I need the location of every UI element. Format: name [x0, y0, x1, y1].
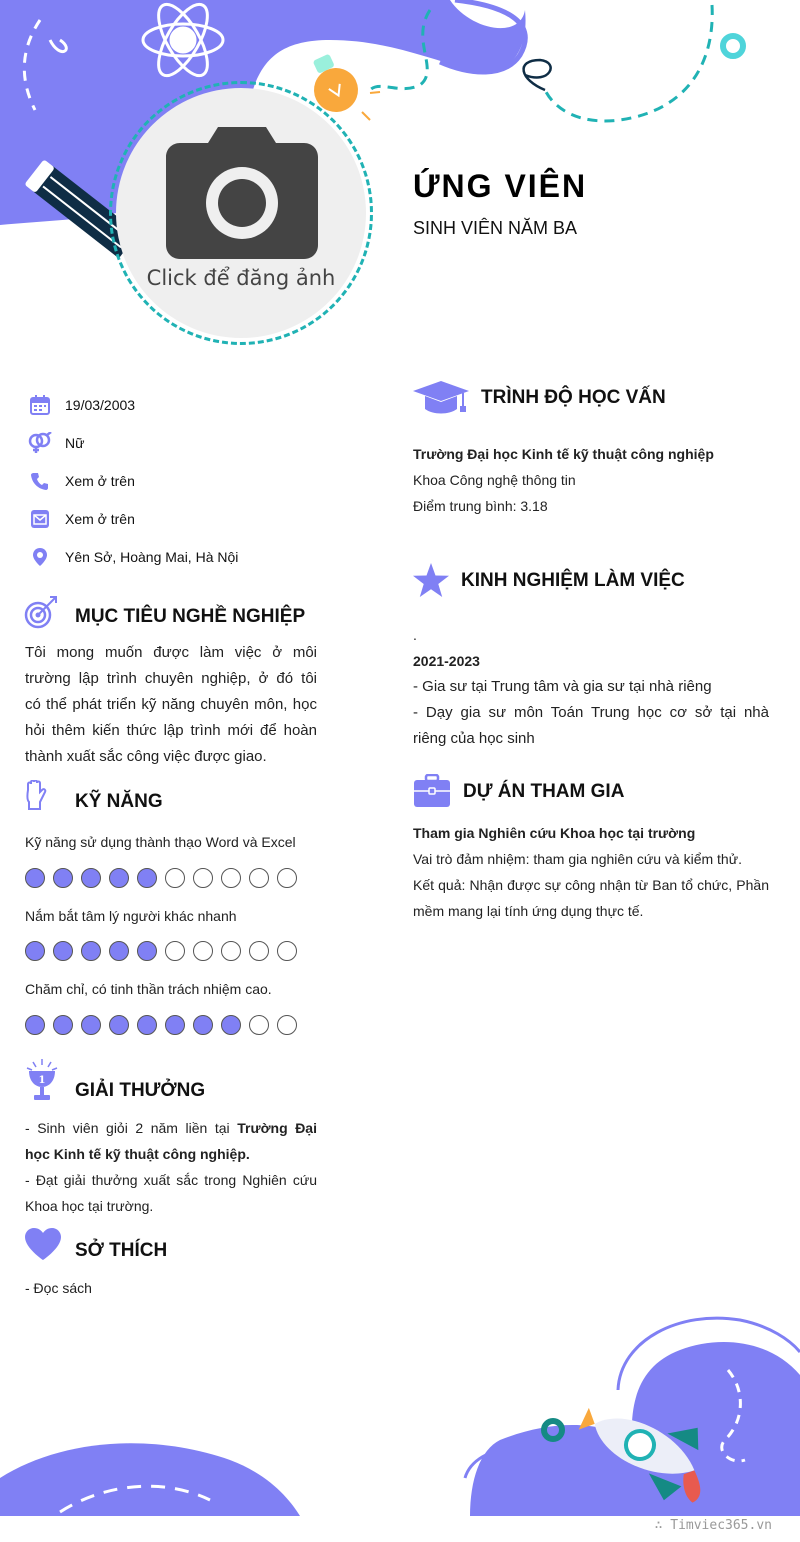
photo-upload-button[interactable] — [109, 81, 373, 345]
contact-row-phone — [28, 462, 328, 500]
awards-title: GIẢI THƯỞNG — [75, 1080, 206, 1101]
rating-dot-filled — [221, 1015, 241, 1035]
heart-icon — [25, 1228, 61, 1260]
email-text: Xem ở trên — [65, 511, 135, 527]
rating-dot-empty — [193, 941, 213, 961]
hand-icon — [25, 780, 47, 810]
phone-icon — [28, 470, 52, 492]
objective-text: Tôi mong muốn được làm việc ở môi trường lập trình chuyên nghiệp, ở đó tôi có thể phát triển kỹ năng chuyên môn, học hỏi thêm kiến thức lập trình mới để hoàn thành xuất sắc công việc được giao. — [25, 644, 317, 765]
hobbies-title: SỞ THÍCH — [75, 1240, 168, 1261]
rating-dot-empty — [249, 868, 269, 888]
trophy-icon — [25, 1059, 59, 1103]
rating-dot-empty — [221, 868, 241, 888]
projects-details: Tham gia Nghiên cứu Khoa học tại trường Vai trò đảm nhiệm: tham gia nghiên cứu và kiểm thử. Kết quả: Nhận được sự công nhận từ Ban tổ chức, Phần mềm mang lại tính ứng dụng thực tế. — [413, 820, 769, 924]
candidate-title: SINH VIÊN NĂM BA — [413, 218, 578, 238]
rating-dot-filled — [165, 1015, 185, 1035]
awards-text: - Sinh viên giỏi 2 năm liền tại Trường Đại học Kinh tế kỹ thuật công nghiệp. - Đạt giải thưởng xuất sắc trong Nghiên cứu Khoa học tại trường. — [25, 1120, 317, 1214]
gpa-text: Điểm trung bình: 3.18 — [413, 498, 548, 514]
rating-dot-empty — [277, 941, 297, 961]
rating-dot-filled — [109, 868, 129, 888]
contact-row-email — [28, 500, 328, 538]
rating-dot-filled — [25, 1015, 45, 1035]
rating-dot-filled — [109, 941, 129, 961]
graduation-cap-icon — [413, 381, 469, 415]
briefcase-icon — [414, 774, 450, 808]
rating-dot-filled — [193, 1015, 213, 1035]
experience-period: 2021-2023 — [413, 653, 480, 669]
objective-title: MỤC TIÊU NGHỀ NGHIỆP — [75, 606, 306, 627]
rating-dot-empty — [277, 868, 297, 888]
rating-dot-filled — [137, 1015, 157, 1035]
location-pin-icon — [28, 546, 52, 568]
rating-dot-filled — [53, 868, 73, 888]
projects-title: DỰ ÁN THAM GIA — [463, 781, 625, 802]
address-text: Yên Sở, Hoàng Mai, Hà Nội — [65, 549, 239, 565]
rating-dot-empty — [165, 868, 185, 888]
rating-dot-filled — [25, 941, 45, 961]
contact-row-birthday — [28, 386, 328, 424]
contact-info — [28, 386, 328, 576]
birthday-text: 19/03/2003 — [65, 397, 136, 413]
gender-text: Nữ — [65, 435, 85, 451]
rating-dot-empty — [249, 1015, 269, 1035]
rating-dot-filled — [25, 868, 45, 888]
rating-dot-empty — [165, 941, 185, 961]
skill-rating — [25, 1015, 297, 1035]
rating-dot-empty — [221, 941, 241, 961]
rating-dot-filled — [81, 941, 101, 961]
email-icon — [28, 508, 52, 530]
photo-upload-caption[interactable]: Click để đăng ảnh — [146, 266, 336, 290]
target-icon — [24, 595, 58, 629]
star-icon — [413, 563, 449, 597]
rating-dot-empty — [193, 868, 213, 888]
rating-dot-empty — [277, 1015, 297, 1035]
project-name: Tham gia Nghiên cứu Khoa học tại trường — [413, 825, 696, 841]
faculty-name: Khoa Công nghệ thông tin — [413, 472, 576, 488]
contact-row-gender — [28, 424, 328, 462]
skill-label: Nắm bắt tâm lý người khác nhanh — [25, 908, 237, 924]
skill-label: Kỹ năng sử dụng thành thạo Word và Excel — [25, 834, 296, 850]
school-name: Trường Đại học Kinh tế kỹ thuật công nghiệp — [413, 446, 714, 462]
gender-icon — [28, 432, 52, 454]
experience-title: KINH NGHIỆM LÀM VIỆC — [461, 570, 685, 591]
rating-dot-filled — [137, 941, 157, 961]
hobbies-text: - Đọc sách — [25, 1280, 92, 1296]
experience-details: . 2021-2023 - Gia sư tại Trung tâm và gia sư tại nhà riêng - Dạy gia sư môn Toán Trung học cơ sở tại nhà riêng của học sinh — [413, 627, 769, 747]
rating-dot-filled — [53, 941, 73, 961]
education-title: TRÌNH ĐỘ HỌC VẤN — [481, 387, 666, 408]
rating-dot-filled — [53, 1015, 73, 1035]
calendar-icon — [28, 394, 52, 416]
rating-dot-filled — [137, 868, 157, 888]
rating-dot-empty — [249, 941, 269, 961]
skill-rating — [25, 941, 297, 961]
svg-text:1: 1 — [38, 1075, 46, 1086]
rating-dot-filled — [109, 1015, 129, 1035]
skill-label: Chăm chỉ, có tinh thần trách nhiệm cao. — [25, 981, 272, 997]
watermark: ∴ Timviec365.vn — [654, 1518, 772, 1533]
project-role: Vai trò đảm nhiệm: tham gia nghiên cứu và kiểm thử. — [413, 851, 742, 867]
phone-text: Xem ở trên — [65, 473, 135, 489]
contact-row-address — [28, 538, 328, 576]
candidate-name: ỨNG VIÊN — [413, 168, 588, 204]
rating-dot-filled — [81, 1015, 101, 1035]
education-details — [413, 441, 773, 519]
rating-dot-filled — [81, 868, 101, 888]
skill-rating — [25, 868, 297, 888]
skills-title: KỸ NĂNG — [75, 791, 163, 812]
